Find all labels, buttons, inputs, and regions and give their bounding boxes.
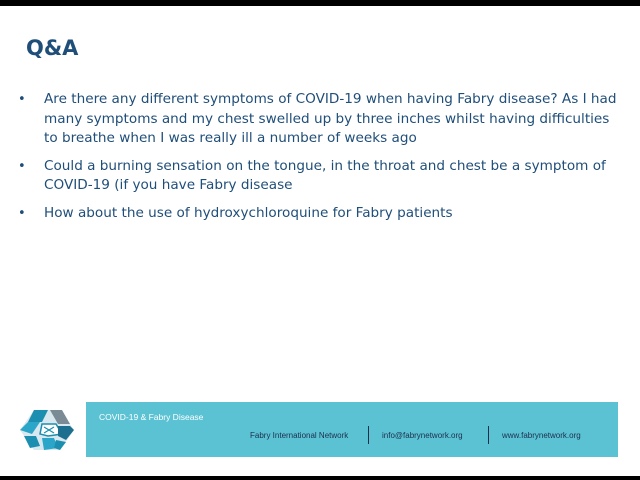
- fabry-network-logo-icon: [14, 400, 80, 460]
- slide: [0, 6, 640, 476]
- bullet-item: [18, 204, 618, 224]
- footer-bar: [86, 402, 618, 457]
- footer-website-link[interactable]: www.fabrynetwork.org: [502, 431, 581, 440]
- footer-divider: [368, 426, 369, 444]
- bullet-marker: •: [18, 158, 26, 174]
- bullet-item: [18, 157, 618, 196]
- footer-organization: Fabry International Network: [250, 431, 349, 440]
- bullet-text: Are there any different symptoms of COVID-19 when having Fabry disease? As I had many symptoms and my chest swelled up by three inches whilst having difficulties to breathe when I was really ill a number of weeks ago: [44, 91, 617, 146]
- bullet-text: How about the use of hydroxychloroquine for Fabry patients: [44, 204, 453, 221]
- bullet-text: Could a burning sensation on the tongue, in the throat and chest be a symptom of COVID-19 (if you have Fabry disease: [44, 157, 606, 193]
- slide-title: Q&A: [26, 36, 79, 60]
- logo-graphic: [14, 400, 80, 460]
- bullet-list: [18, 90, 618, 231]
- footer-email-link[interactable]: info@fabrynetwork.org: [382, 431, 463, 440]
- bullet-marker: •: [18, 205, 26, 221]
- footer-divider: [488, 426, 489, 444]
- footer-title: COVID-19 & Fabry Disease: [99, 412, 204, 422]
- bullet-marker: •: [18, 92, 26, 107]
- bullet-item: [18, 90, 618, 149]
